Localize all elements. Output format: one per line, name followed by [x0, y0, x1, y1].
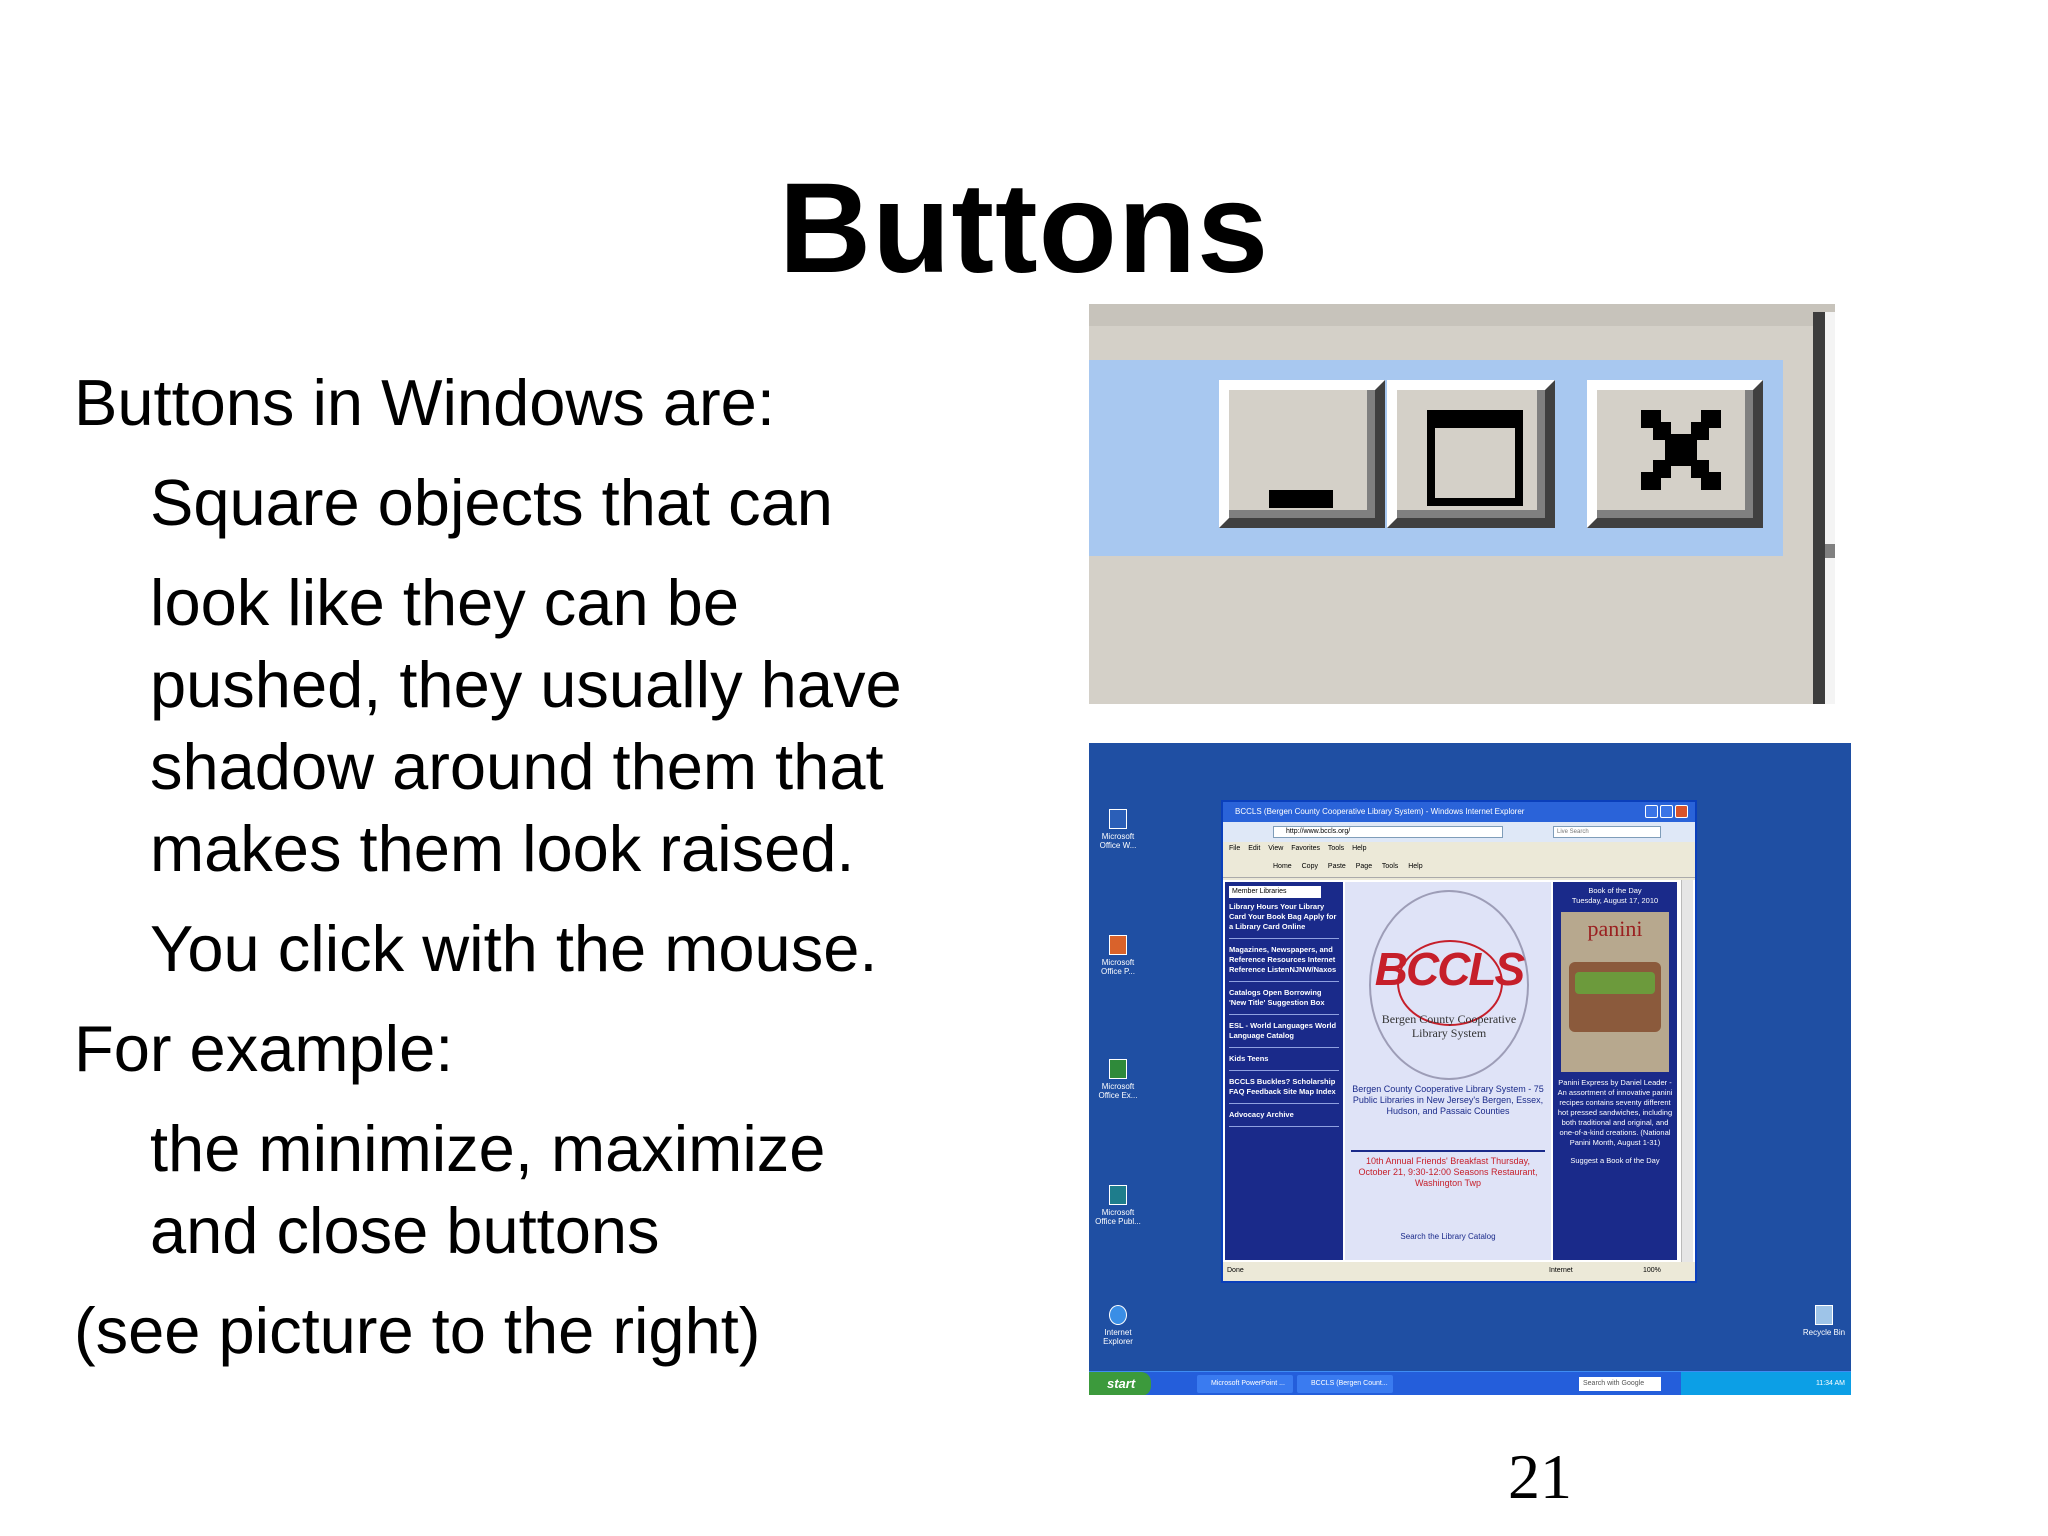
maximize-button[interactable]	[1387, 380, 1555, 528]
desktop-icon-label: Recycle Bin	[1802, 1328, 1846, 1337]
nav-group[interactable]: Kids Teens	[1229, 1054, 1339, 1071]
site-center	[1345, 882, 1551, 1260]
nav-group[interactable]: BCCLS Buckles? Scholarship FAQ Feedback Site Map Index	[1229, 1077, 1339, 1104]
word-icon	[1109, 809, 1127, 829]
browser-close-button[interactable]	[1675, 805, 1688, 818]
address-input[interactable]: http://www.bccls.org/	[1273, 826, 1503, 838]
nav-group[interactable]: Advocacy Archive	[1229, 1110, 1339, 1127]
recycle-bin-icon	[1815, 1305, 1833, 1325]
address-bar	[1223, 822, 1695, 842]
browser-status-bar	[1223, 1262, 1695, 1280]
maximize-icon	[1427, 410, 1523, 506]
nav-group[interactable]: ESL - World Languages World Language Catalog	[1229, 1021, 1339, 1048]
nav-group[interactable]: Magazines, Newspapers, and Reference Resources Internet Reference ListenNJNW/Naxos	[1229, 945, 1339, 982]
powerpoint-icon	[1109, 935, 1127, 955]
ie-icon	[1109, 1305, 1127, 1325]
body-line: You click with the mouse.	[150, 912, 878, 985]
live-search-input[interactable]: Live Search	[1553, 826, 1661, 838]
catalog-link[interactable]: Search the Library Catalog	[1400, 1232, 1496, 1241]
desktop-icon-publisher[interactable]	[1093, 1185, 1143, 1226]
body-line: shadow around them that	[150, 730, 884, 803]
desktop-icon-word[interactable]	[1093, 809, 1143, 850]
status-zoom[interactable]: 100%	[1643, 1267, 1661, 1274]
desktop-icon-label: Microsoft Office Ex...	[1098, 1082, 1138, 1100]
browser-maximize-button[interactable]	[1660, 805, 1673, 818]
suggest-book-link[interactable]: Suggest a Book of the Day	[1570, 1156, 1660, 1165]
body-line: look like they can be	[150, 566, 739, 639]
slide-title: Buttons	[778, 157, 1270, 300]
desktop-icon-ie[interactable]	[1093, 1305, 1143, 1346]
desktop-screenshot	[1089, 743, 1851, 1395]
bccls-logo	[1369, 890, 1529, 1080]
nav-group[interactable]: Catalogs Open Borrowing 'New Title' Suggestion Box	[1229, 988, 1339, 1015]
nav-group[interactable]: Library Hours Your Library Card Your Book Bag Apply for a Library Card Online	[1229, 902, 1339, 939]
site-description: Bergen County Cooperative Library System - 75 Public Libraries in New Jersey's Bergen, Essex, Hudson, and Passaic Counties	[1352, 1084, 1544, 1116]
site-left-nav	[1225, 882, 1343, 1260]
book-cover-title: panini	[1587, 916, 1643, 941]
desktop-icon-excel[interactable]	[1093, 1059, 1143, 1100]
desktop-icon-powerpoint[interactable]	[1093, 935, 1143, 976]
body-line: Square objects that can	[150, 466, 833, 539]
browser-command-bar[interactable]: Home Copy Paste Page Tools Help	[1223, 856, 1695, 878]
body-line: the minimize, maximize	[150, 1112, 826, 1185]
browser-title-bar	[1223, 802, 1695, 822]
book-cover[interactable]	[1561, 912, 1669, 1072]
publisher-icon	[1109, 1185, 1127, 1205]
browser-window	[1221, 800, 1697, 1283]
zoomed-caption-buttons	[1089, 304, 1835, 704]
body-line: For example:	[74, 1012, 454, 1085]
logo-main: BCCLS	[1374, 943, 1524, 995]
excel-icon	[1109, 1059, 1127, 1079]
body-line: (see picture to the right)	[74, 1294, 761, 1367]
desktop-icon-label: Microsoft Office W...	[1099, 832, 1137, 850]
slide-body	[74, 362, 974, 1372]
minimize-button[interactable]	[1219, 380, 1385, 528]
minimize-icon	[1269, 490, 1333, 508]
page-scrollbar[interactable]	[1681, 880, 1693, 1262]
body-line: pushed, they usually have	[150, 648, 902, 721]
desktop-icon-label: Microsoft Office Publ...	[1095, 1208, 1141, 1226]
taskbar-search-input[interactable]: Search with Google	[1579, 1377, 1661, 1391]
browser-title: BCCLS (Bergen County Cooperative Library System) - Windows Internet Explorer	[1235, 807, 1525, 816]
browser-minimize-button[interactable]	[1645, 805, 1658, 818]
member-libraries-select[interactable]: Member Libraries	[1229, 886, 1321, 898]
window-border-notch	[1825, 544, 1835, 558]
start-button[interactable]: start	[1089, 1372, 1151, 1395]
system-tray	[1681, 1372, 1851, 1395]
book-blurb: Panini Express by Daniel Leader - An assortment of innovative panini recipes contains seventy different hot pressed sandwiches, including both traditional and original, and one-of-a-kind creations. (National Panini Month, August 1-31)	[1557, 1078, 1673, 1147]
desktop-icon-label: Microsoft Office P...	[1101, 958, 1135, 976]
status-zone: Internet	[1549, 1267, 1573, 1274]
taskbar-item[interactable]: Microsoft PowerPoint ...	[1197, 1375, 1293, 1393]
logo-sub	[1371, 1012, 1527, 1040]
status-text: Done	[1227, 1267, 1244, 1274]
window-border-highlight	[1825, 312, 1835, 704]
body-line: Buttons in Windows are:	[74, 366, 775, 439]
close-button[interactable]	[1587, 380, 1763, 528]
news-item[interactable]: 10th Annual Friends' Breakfast Thursday, October 21, 9:30-12:00 Seasons Restaurant, Washington Twp	[1351, 1150, 1545, 1189]
taskbar	[1089, 1371, 1851, 1395]
taskbar-item[interactable]: BCCLS (Bergen Count...	[1297, 1375, 1393, 1393]
page-number: 21	[1508, 1441, 1572, 1512]
book-of-the-day	[1553, 882, 1677, 1260]
sandwich-filling	[1575, 972, 1655, 994]
desktop-icon-recycle-bin[interactable]	[1799, 1305, 1849, 1337]
body-line: and close buttons	[150, 1194, 660, 1267]
body-line: makes them look raised.	[150, 812, 855, 885]
window-border	[1813, 312, 1825, 704]
logo-sub-line: Bergen County Cooperative	[1381, 1012, 1517, 1026]
window-frame-top	[1089, 304, 1835, 326]
webpage-content	[1223, 880, 1695, 1262]
browser-menu-bar[interactable]: File Edit View Favorites Tools Help	[1229, 845, 1367, 852]
clock: 11:34 AM	[1815, 1380, 1845, 1387]
logo-sub-line: Library System	[1411, 1026, 1487, 1040]
book-date: Tuesday, August 17, 2010	[1571, 896, 1659, 905]
close-icon	[1631, 400, 1731, 500]
desktop-icon-label: Internet Explorer	[1103, 1328, 1133, 1346]
book-heading: Book of the Day	[1588, 886, 1642, 895]
